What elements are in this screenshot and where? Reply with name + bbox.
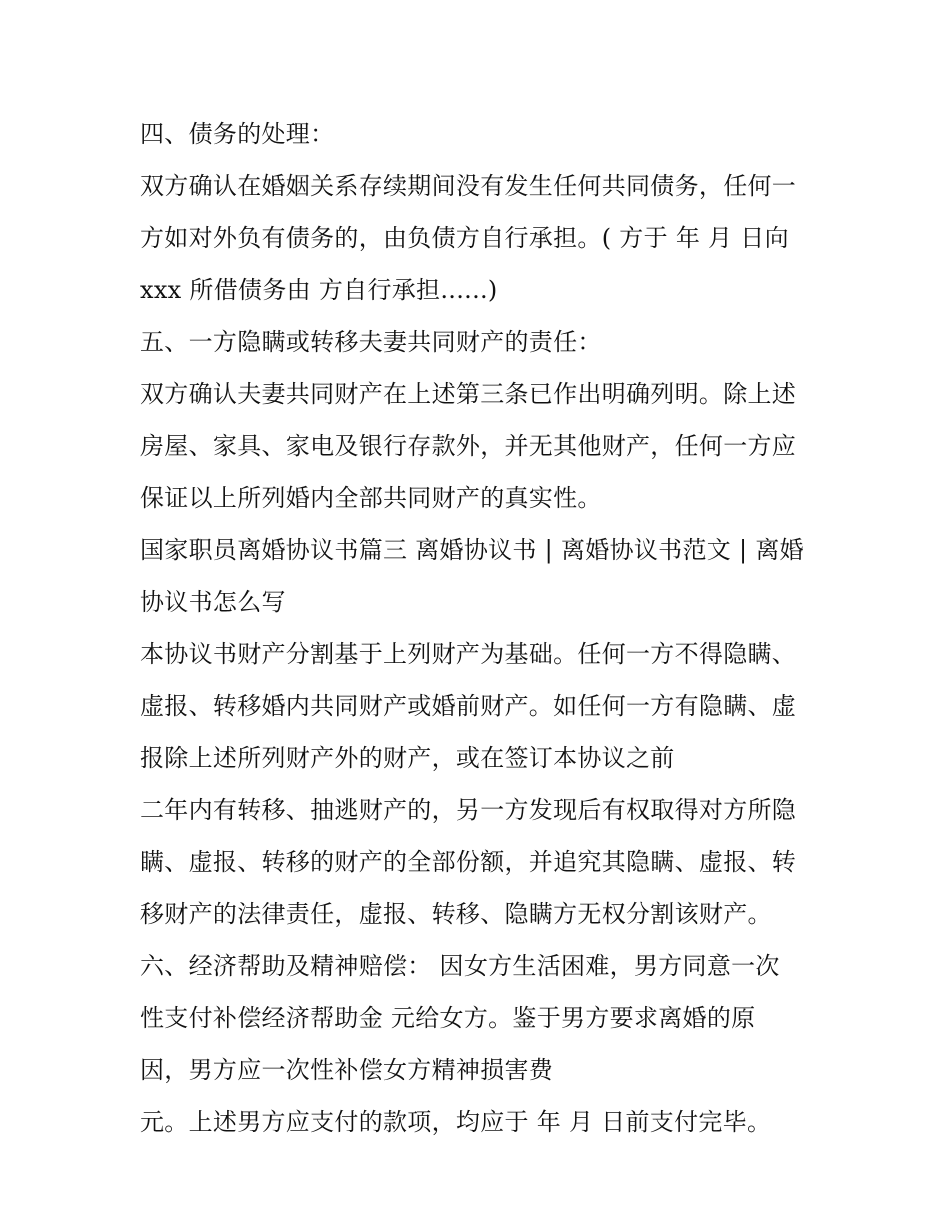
- article-title-line: 国家职员离婚协议书篇三 离婚协议书 | 离婚协议书范文 | 离婚: [140, 536, 804, 564]
- text-line: 房屋、家具、家电及银行存款外，并无其他财产，任何一方应: [140, 432, 797, 460]
- text-line: xxx 所借债务由 方自行承担......): [140, 276, 498, 304]
- text-line: 二年内有转移、抽逃财产的，另一方发现后有权取得对方所隐: [140, 796, 797, 824]
- text-line: 本协议书财产分割基于上列财产为基础。任何一方不得隐瞒、: [140, 640, 797, 668]
- text-line: 瞒、虚报、转移的财产的全部份额，并追究其隐瞒、虚报、转: [140, 848, 797, 876]
- text-line: 报除上述所列财产外的财产，或在签订本协议之前: [140, 744, 675, 772]
- text-line: 虚报、转移婚内共同财产或婚前财产。如任何一方有隐瞒、虚: [140, 692, 797, 720]
- section-heading-compensation: 六、经济帮助及精神赔偿： 因女方生活困难，男方同意一次: [140, 952, 780, 980]
- text-line: 因，男方应一次性补偿女方精神损害费: [140, 1056, 554, 1084]
- article-title-line: 协议书怎么写: [140, 588, 286, 616]
- text-line: 元。上述男方应支付的款项，均应于 年 月 日前支付完毕。: [140, 1108, 772, 1136]
- text-line: 性支付补偿经济帮助金 元给女方。鉴于男方要求离婚的原: [140, 1004, 756, 1032]
- text-line: 双方确认夫妻共同财产在上述第三条已作出明确列明。除上述: [140, 380, 797, 408]
- section-heading-debts: 四、债务的处理：: [140, 120, 335, 148]
- text-line: 移财产的法律责任，虚报、转移、隐瞒方无权分割该财产。: [140, 900, 772, 928]
- text-line: 保证以上所列婚内全部共同财产的真实性。: [140, 484, 602, 512]
- text-line: 方如对外负有债务的，由负债方自行承担。( 方于 年 月 日向: [140, 224, 789, 252]
- section-heading-concealment: 五、一方隐瞒或转移夫妻共同财产的责任：: [140, 328, 602, 356]
- document-body: [140, 108, 830, 1148]
- text-line: 双方确认在婚姻关系存续期间没有发生任何共同债务，任何一: [140, 172, 797, 200]
